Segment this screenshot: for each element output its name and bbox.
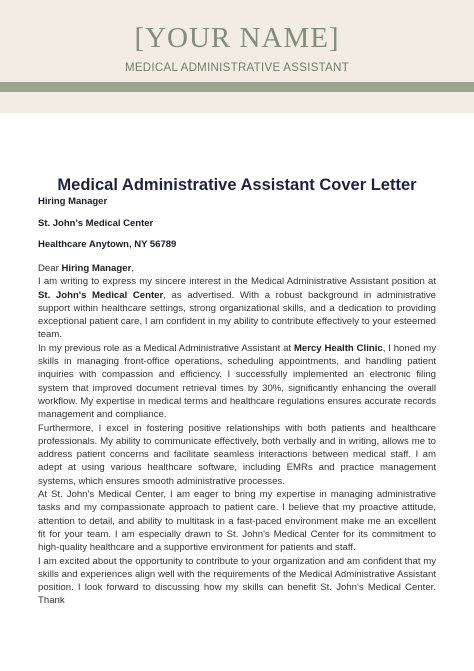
employer-name: St. John's Medical Center: [38, 289, 164, 301]
previous-employer-name: Mercy Health Clinic: [293, 342, 383, 354]
salutation-prefix: Dear: [38, 263, 62, 274]
recipient-organization: St. John's Medical Center: [38, 218, 154, 229]
paragraph-relationships: Furthermore, I excel in fostering positive relationships with both patients and healthcare professionals. My ability to communicate effectively, both verbally and in writing, allows me to address patient concerns and facilitate seamless interactions between medical staff. I am adept at using various healthcare software, including EMRs and practice management systems, which ensures smooth administrative processes.: [38, 422, 436, 487]
paragraph-closing: I am excited about the opportunity to contribute to your organization and am confident that my skills and experiences align well with the requirements of the Medical Administrative Assistant position. I look forward to discussing how my skills can benefit St. John's Medical Center. Thank: [38, 555, 436, 607]
salutation-suffix: ,: [131, 263, 134, 274]
applicant-name: [YOUR NAME]: [134, 22, 340, 54]
paragraph-intro: [38, 275, 436, 341]
recipient-address: Healthcare Anytown, NY 56789: [38, 239, 177, 250]
recipient-name: Hiring Manager: [38, 196, 108, 207]
paragraph-experience-text-end: , I honed my skills in managing front-office operations, scheduling appointments, and handling patient inquiries with compassion and efficiency. I successfully implemented an electronic filing system that improved document retrieval times by 30%, significantly enhancing the overall workflow. My expertise in medical terms and healthcare regulations ensures accurate records management and compliance.: [38, 342, 436, 421]
paragraph-fit: At St. John's Medical Center, I am eager to bring my expertise in managing administrative tasks and my compassionate approach to patient care. I believe that my proactive attitude, attention to detail, and ability to multitask in a fast-paced environment make me an excellent fit for your team. I am especially drawn to St. John's Medical Center for its commitment to high-quality healthcare and a supportive environment for patients and staff.: [38, 489, 436, 554]
letter-body: [38, 262, 436, 608]
paragraph-experience-text: In my previous role as a Medical Administrative Assistant at: [38, 342, 294, 354]
document-title: Medical Administrative Assistant Cover Letter: [57, 176, 417, 194]
header-accent-band: [0, 82, 474, 92]
paragraph-intro-text: I am writing to express my sincere interest in the Medical Administrative Assistant position at: [38, 276, 436, 288]
applicant-job-title: MEDICAL ADMINISTRATIVE ASSISTANT: [124, 62, 350, 74]
paragraph-intro-text-end: , as advertised. With a robust background in administrative support within healthcare settings, strong organizational skills, and a dedication to providing exceptional patient care, I am confident in my ability to contribute effectively to your esteemed team.: [38, 289, 436, 341]
paragraph-experience: [38, 342, 436, 422]
salutation-name: Hiring Manager: [61, 263, 132, 274]
letterhead: [0, 0, 474, 113]
salutation: [38, 262, 436, 275]
